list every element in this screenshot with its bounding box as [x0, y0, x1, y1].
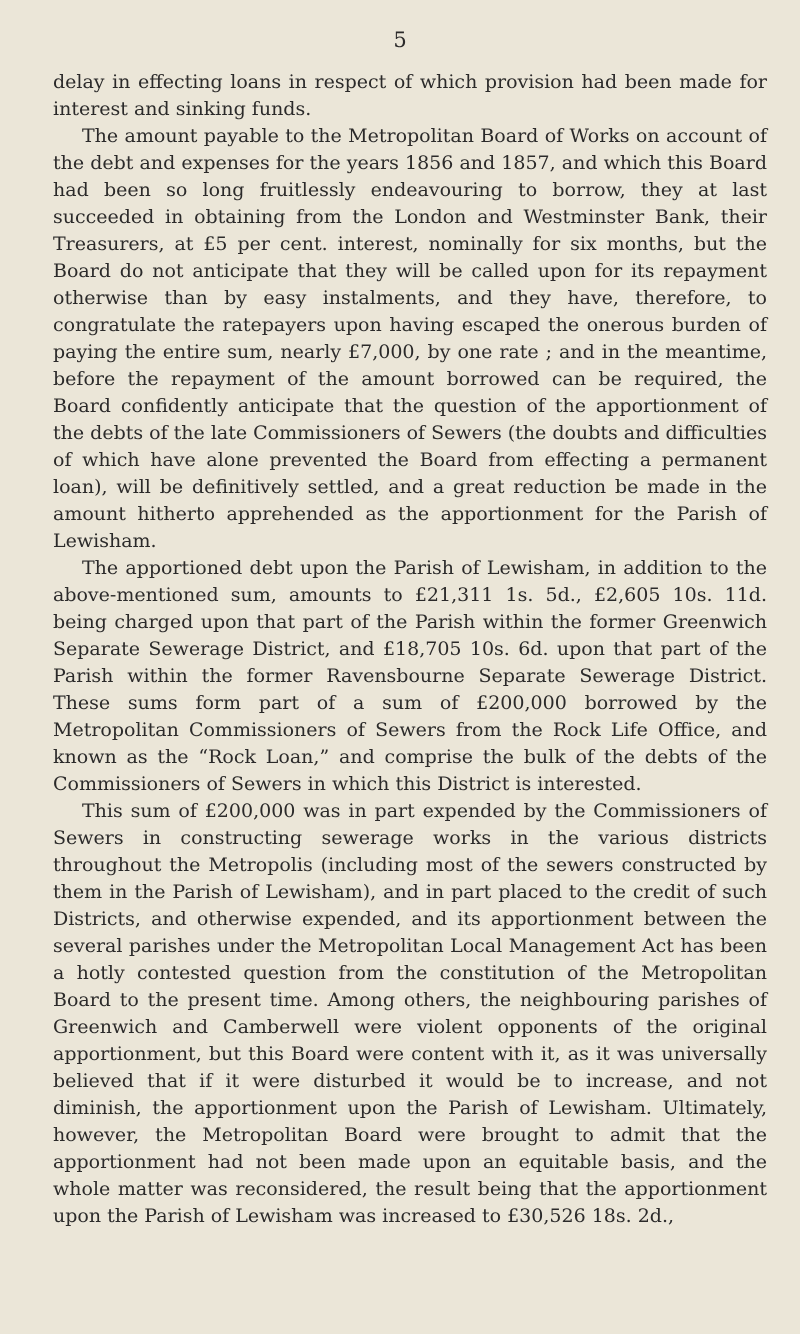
page-number: 5	[393, 28, 407, 52]
paragraph-rock-loan-apportionment: This sum of £200,000 was in part expended by the Commissioners of Sewers in constructing sewerage works in the various districts throughout the Metropolis (including most of the sewers constructed by them in the Parish of Lewisham), and in part placed to the credit of such Districts, and otherwise expended, and its apportionment between the several parishes under the Metropolitan Local Management Act has been a hotly contested question from the constitution of the Metropolitan Board to the present time. Among others, the neighbouring parishes of Greenwich and Camberwell were violent opponents of the original apportionment, but this Board were content with it, as it was universally believed that if it were disturbed it would be to increase, and not diminish, the apportionment upon the Parish of Lewisham. Ultimately, however, the Metropolitan Board were brought to admit that the apportionment had not been made upon an equitable basis, and the whole matter was reconsidered, the result being that the apportionment upon the Parish of Lewisham was increased to £30,526 18s. 2d.,	[53, 800, 767, 1227]
body-text	[53, 69, 767, 1230]
paragraph-continuation: delay in effecting loans in respect of which provision had been made for interest and sinking funds.	[53, 71, 767, 120]
paragraph-apportioned-debt: The apportioned debt upon the Parish of Lewisham, in addition to the above-mentioned sum, amounts to £21,311 1s. 5d., £2,605 10s. 11d. being charged upon that part of the Parish within the former Greenwich Separate Sewerage District, and £18,705 10s. 6d. upon that part of the Parish within the former Ravensbourne Separate Sewerage District. These sums form part of a sum of £200,000 borrowed by the Metropolitan Commissioners of Sewers from the Rock Life Office, and known as the “Rock Loan,” and comprise the bulk of the debts of the Commissioners of Sewers in which this District is interested.	[53, 557, 767, 795]
paragraph-board-of-works-loan: The amount payable to the Metropolitan Board of Works on account of the debt and expenses for the years 1856 and 1857, and which this Board had been so long fruitlessly endeavouring to borrow, they at last succeeded in obtaining from the London and Westminster Bank, their Treasurers, at £5 per cent. interest, nominally for six months, but the Board do not anticipate that they will be called upon for its repayment otherwise than by easy instalments, and they have, therefore, to congratulate the ratepayers upon having escaped the onerous burden of paying the entire sum, nearly £7,000, by one rate ; and in the meantime, before the repayment of the amount borrowed can be required, the Board confidently anticipate that the question of the apportionment of the debts of the late Commissioners of Sewers (the doubts and difficulties of which have alone prevented the Board from effecting a permanent loan), will be definitively settled, and a great reduction be made in the amount hitherto apprehended as the apportionment for the Parish of Lewisham.	[53, 125, 767, 552]
